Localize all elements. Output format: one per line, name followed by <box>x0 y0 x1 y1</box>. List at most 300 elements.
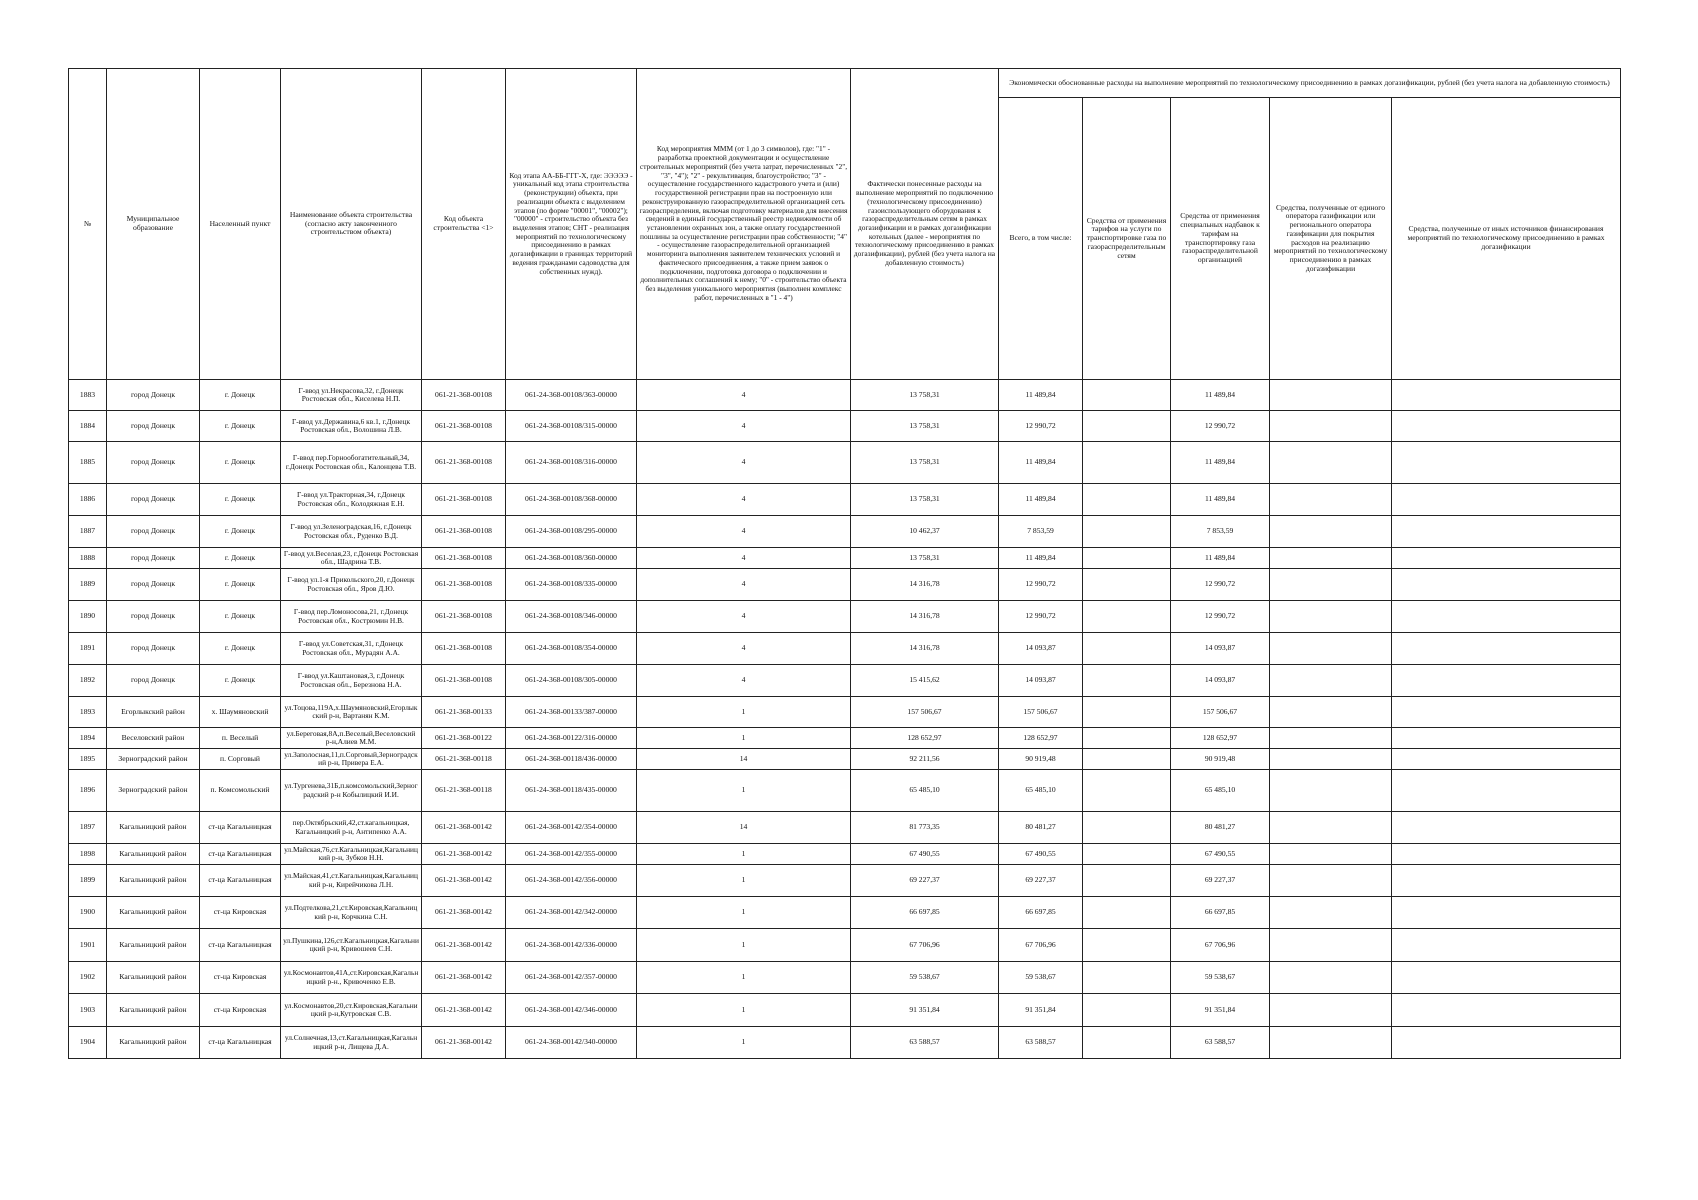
cell-total: 12 990,72 <box>999 411 1083 442</box>
cell-object-code: 061-21-368-00122 <box>422 728 506 749</box>
cell-object-code: 061-21-368-00142 <box>422 844 506 865</box>
cell-total: 11 489,84 <box>999 484 1083 516</box>
cell-locality: п. Комсомольский <box>200 770 281 812</box>
cell-operator <box>1270 633 1392 665</box>
table-row <box>69 601 1621 633</box>
cell-object-name: Г-ввод ул.Советская,31, г.Донецк Ростовская обл., Мурадян А.А. <box>281 633 422 665</box>
cell-locality: г. Донецк <box>200 665 281 697</box>
cell-markups: 90 919,48 <box>1171 749 1270 770</box>
cell-actual-costs: 14 316,78 <box>851 601 999 633</box>
cell-object-name: ул.Майская,41,ст.Кагальницкая,Кагальницкий р-н, Кирейчикова Л.Н. <box>281 865 422 897</box>
table-row <box>69 548 1621 569</box>
cell-locality: г. Донецк <box>200 633 281 665</box>
cell-markups: 7 853,59 <box>1171 516 1270 548</box>
cell-other-sources <box>1392 665 1621 697</box>
cell-object-code: 061-21-368-00108 <box>422 569 506 601</box>
header-total: Всего, в том числе: <box>999 98 1083 380</box>
cell-actual-costs: 13 758,31 <box>851 442 999 484</box>
cell-stage-code: 061-24-368-00108/295-00000 <box>506 516 637 548</box>
cell-object-name: пер.Октябрьский,42,ст.кагальницкая, Кагальницкий р-н, Антипенко А.А. <box>281 812 422 844</box>
cell-stage-code: 061-24-368-00108/368-00000 <box>506 484 637 516</box>
cell-activity-code: 1 <box>637 728 851 749</box>
cell-total: 66 697,85 <box>999 897 1083 929</box>
cell-num: 1890 <box>69 601 107 633</box>
cell-stage-code: 061-24-368-00122/316-00000 <box>506 728 637 749</box>
header-stage-code: Код этапа АА-ББ-ГГГ-Х, где: ЭЭЭЭЭ - уникальный код этапа строительства (реконструкции) объекта, при реализации объекта с выделением этапов (по форме "00001", "00002"); "00000" - строительство объекта без выделения этапов; СНТ - реализация мероприятий по технологическому присоединению в рамках догазификации в границах территорий ведения гражданами садоводства для собственных нужд). <box>506 69 637 380</box>
cell-municipality: город Донецк <box>107 665 200 697</box>
cell-other-sources <box>1392 380 1621 411</box>
cell-tariff <box>1083 601 1171 633</box>
cell-tariff <box>1083 749 1171 770</box>
cell-markups: 91 351,84 <box>1171 994 1270 1027</box>
cell-object-name: ул.Заполосная,11,п.Сорговый,Зерноградский р-н, Привера Е.А. <box>281 749 422 770</box>
cell-municipality: Кагальницкий район <box>107 812 200 844</box>
cell-municipality: Кагальницкий район <box>107 865 200 897</box>
cell-other-sources <box>1392 770 1621 812</box>
cell-stage-code: 061-24-368-00108/316-00000 <box>506 442 637 484</box>
cell-num: 1892 <box>69 665 107 697</box>
cell-operator <box>1270 411 1392 442</box>
cell-object-code: 061-21-368-00108 <box>422 380 506 411</box>
cell-object-code: 061-21-368-00108 <box>422 633 506 665</box>
cell-markups: 80 481,27 <box>1171 812 1270 844</box>
cell-tariff <box>1083 844 1171 865</box>
cell-tariff <box>1083 865 1171 897</box>
cell-markups: 66 697,85 <box>1171 897 1270 929</box>
cell-locality: х. Шаумяновский <box>200 697 281 728</box>
cell-tariff <box>1083 728 1171 749</box>
cell-locality: г. Донецк <box>200 442 281 484</box>
cell-markups: 12 990,72 <box>1171 601 1270 633</box>
cell-actual-costs: 15 415,62 <box>851 665 999 697</box>
cell-actual-costs: 14 316,78 <box>851 569 999 601</box>
cell-actual-costs: 128 652,97 <box>851 728 999 749</box>
table-row <box>69 442 1621 484</box>
cell-activity-code: 4 <box>637 601 851 633</box>
cell-total: 69 227,37 <box>999 865 1083 897</box>
cell-activity-code: 1 <box>637 929 851 962</box>
cell-tariff <box>1083 516 1171 548</box>
header-object-code: Код объекта строительства <1> <box>422 69 506 380</box>
cell-total: 11 489,84 <box>999 380 1083 411</box>
cell-stage-code: 061-24-368-00108/315-00000 <box>506 411 637 442</box>
cell-object-name: ул.Пушкина,126,ст.Кагальницкая,Кагальницкий р-н, Кривошеев С.Н. <box>281 929 422 962</box>
cell-operator <box>1270 770 1392 812</box>
cell-object-code: 061-21-368-00118 <box>422 770 506 812</box>
cell-num: 1891 <box>69 633 107 665</box>
cell-object-name: Г-ввод ул.Каштановая,3, г.Донецк Ростовская обл., Березнова Н.А. <box>281 665 422 697</box>
cell-stage-code: 061-24-368-00142/356-00000 <box>506 865 637 897</box>
cell-object-name: ул.Тоцова,119А,х.Шаумяновский,Егорлыкский р-н, Вартанян К.М. <box>281 697 422 728</box>
cell-tariff <box>1083 633 1171 665</box>
cell-municipality: Кагальницкий район <box>107 929 200 962</box>
cell-operator <box>1270 962 1392 994</box>
header-group-justified-costs: Экономически обоснованные расходы на выполнение мероприятий по технологическому присоединению в рамках догазификации, рублей (без учета налога на добавленную стоимость) <box>999 69 1621 98</box>
cell-municipality: город Донецк <box>107 380 200 411</box>
cell-operator <box>1270 665 1392 697</box>
cell-other-sources <box>1392 844 1621 865</box>
cell-operator <box>1270 865 1392 897</box>
cell-actual-costs: 67 490,55 <box>851 844 999 865</box>
cell-other-sources <box>1392 962 1621 994</box>
cell-locality: ст-ца Кировская <box>200 994 281 1027</box>
cell-actual-costs: 13 758,31 <box>851 548 999 569</box>
cell-municipality: Веселовский район <box>107 728 200 749</box>
cell-other-sources <box>1392 442 1621 484</box>
cell-num: 1898 <box>69 844 107 865</box>
cell-other-sources <box>1392 569 1621 601</box>
cell-object-name: ул.Тургенева,31Б,п.комсомольский,Зерноградский р-н Кобылицкий И.И. <box>281 770 422 812</box>
cell-num: 1896 <box>69 770 107 812</box>
cell-num: 1901 <box>69 929 107 962</box>
cell-object-name: Г-ввод ул.Веселая,23, г.Донецк Ростовская обл., Шадрина Т.В. <box>281 548 422 569</box>
cell-activity-code: 4 <box>637 633 851 665</box>
cell-other-sources <box>1392 697 1621 728</box>
cell-tariff <box>1083 812 1171 844</box>
cell-object-name: Г-ввод ул.Тракторная,34, г.Донецк Ростовская обл., Колодяжная Е.Н. <box>281 484 422 516</box>
table-row <box>69 633 1621 665</box>
cell-activity-code: 4 <box>637 548 851 569</box>
cell-activity-code: 1 <box>637 897 851 929</box>
cell-object-code: 061-21-368-00142 <box>422 929 506 962</box>
cell-stage-code: 061-24-368-00142/336-00000 <box>506 929 637 962</box>
cell-locality: г. Донецк <box>200 601 281 633</box>
cell-activity-code: 4 <box>637 569 851 601</box>
header-municipality: Муниципальное образование <box>107 69 200 380</box>
header-num: № <box>69 69 107 380</box>
cell-object-name: ул.Солнечная,13,ст.Кагальницкая,Кагальницкий р-н, Лищева Д.А. <box>281 1027 422 1059</box>
header-locality: Населенный пункт <box>200 69 281 380</box>
table-row <box>69 897 1621 929</box>
table-row <box>69 749 1621 770</box>
cell-municipality: Кагальницкий район <box>107 962 200 994</box>
cell-actual-costs: 14 316,78 <box>851 633 999 665</box>
cell-object-code: 061-21-368-00142 <box>422 994 506 1027</box>
cell-activity-code: 1 <box>637 844 851 865</box>
table-row <box>69 994 1621 1027</box>
data-table <box>68 68 1621 1059</box>
cell-locality: ст-ца Кагальницкая <box>200 929 281 962</box>
cell-municipality: город Донецк <box>107 442 200 484</box>
cell-total: 14 093,87 <box>999 665 1083 697</box>
cell-other-sources <box>1392 601 1621 633</box>
cell-markups: 128 652,97 <box>1171 728 1270 749</box>
cell-activity-code: 4 <box>637 516 851 548</box>
cell-object-name: Г-ввод ул.1-я Прикольского,20, г.Донецк Ростовская обл., Яров Д.Ю. <box>281 569 422 601</box>
cell-tariff <box>1083 962 1171 994</box>
cell-markups: 11 489,84 <box>1171 442 1270 484</box>
cell-operator <box>1270 728 1392 749</box>
cell-actual-costs: 13 758,31 <box>851 380 999 411</box>
cell-actual-costs: 67 706,96 <box>851 929 999 962</box>
cell-other-sources <box>1392 994 1621 1027</box>
cell-num: 1900 <box>69 897 107 929</box>
cell-object-name: Г-ввод пер.Ломоносова,21, г.Донецк Ростовская обл., Кострюмин Н.В. <box>281 601 422 633</box>
cell-markups: 12 990,72 <box>1171 569 1270 601</box>
cell-stage-code: 061-24-368-00142/355-00000 <box>506 844 637 865</box>
cell-other-sources <box>1392 633 1621 665</box>
cell-num: 1885 <box>69 442 107 484</box>
table-row <box>69 812 1621 844</box>
cell-municipality: город Донецк <box>107 411 200 442</box>
cell-tariff <box>1083 697 1171 728</box>
cell-activity-code: 1 <box>637 962 851 994</box>
cell-operator <box>1270 1027 1392 1059</box>
cell-object-code: 061-21-368-00108 <box>422 484 506 516</box>
cell-locality: ст-ца Кировская <box>200 962 281 994</box>
cell-stage-code: 061-24-368-00142/357-00000 <box>506 962 637 994</box>
cell-municipality: город Донецк <box>107 601 200 633</box>
cell-stage-code: 061-24-368-00133/387-00000 <box>506 697 637 728</box>
cell-total: 59 538,67 <box>999 962 1083 994</box>
cell-total: 12 990,72 <box>999 569 1083 601</box>
cell-activity-code: 14 <box>637 749 851 770</box>
cell-operator <box>1270 697 1392 728</box>
cell-other-sources <box>1392 516 1621 548</box>
cell-markups: 11 489,84 <box>1171 380 1270 411</box>
cell-object-name: Г-ввод ул.Зеленоградская,16, г.Донецк Ростовская обл., Руденко В.Д. <box>281 516 422 548</box>
cell-stage-code: 061-24-368-00108/346-00000 <box>506 601 637 633</box>
cell-activity-code: 4 <box>637 665 851 697</box>
cell-locality: г. Донецк <box>200 569 281 601</box>
cell-municipality: Зерноградский район <box>107 770 200 812</box>
cell-markups: 67 706,96 <box>1171 929 1270 962</box>
cell-markups: 14 093,87 <box>1171 665 1270 697</box>
cell-activity-code: 4 <box>637 484 851 516</box>
cell-tariff <box>1083 897 1171 929</box>
cell-actual-costs: 66 697,85 <box>851 897 999 929</box>
cell-num: 1894 <box>69 728 107 749</box>
cell-tariff <box>1083 411 1171 442</box>
cell-num: 1887 <box>69 516 107 548</box>
cell-object-name: Г-ввод ул.Державина,6 кв.1, г.Донецк Ростовская обл., Волошина Л.В. <box>281 411 422 442</box>
cell-markups: 59 538,67 <box>1171 962 1270 994</box>
cell-tariff <box>1083 569 1171 601</box>
cell-other-sources <box>1392 728 1621 749</box>
cell-operator <box>1270 897 1392 929</box>
cell-operator <box>1270 601 1392 633</box>
table-row <box>69 1027 1621 1059</box>
cell-total: 11 489,84 <box>999 548 1083 569</box>
cell-activity-code: 1 <box>637 994 851 1027</box>
cell-num: 1889 <box>69 569 107 601</box>
cell-actual-costs: 157 506,67 <box>851 697 999 728</box>
cell-object-code: 061-21-368-00108 <box>422 442 506 484</box>
cell-actual-costs: 69 227,37 <box>851 865 999 897</box>
cell-stage-code: 061-24-368-00108/363-00000 <box>506 380 637 411</box>
cell-locality: г. Донецк <box>200 380 281 411</box>
cell-other-sources <box>1392 812 1621 844</box>
cell-locality: ст-ца Кировская <box>200 897 281 929</box>
header-actual-costs: Фактически понесенные расходы на выполнение мероприятий по подключению (технологическому присоединению) газоиспользующего оборудования к газораспределительным сетям в рамках догазификации и в рамках догазификации котельных (далее - мероприятия по технологическому присоединению в рамках догазификации), рублей (без учета налога на добавленную стоимость) <box>851 69 999 380</box>
cell-stage-code: 061-24-368-00118/435-00000 <box>506 770 637 812</box>
cell-locality: п. Сорговый <box>200 749 281 770</box>
cell-operator <box>1270 749 1392 770</box>
cell-num: 1895 <box>69 749 107 770</box>
cell-actual-costs: 92 211,56 <box>851 749 999 770</box>
cell-stage-code: 061-24-368-00142/342-00000 <box>506 897 637 929</box>
cell-locality: ст-ца Кагальницкая <box>200 844 281 865</box>
cell-operator <box>1270 929 1392 962</box>
cell-total: 80 481,27 <box>999 812 1083 844</box>
cell-object-code: 061-21-368-00142 <box>422 1027 506 1059</box>
cell-num: 1883 <box>69 380 107 411</box>
cell-operator <box>1270 380 1392 411</box>
cell-municipality: Егорлыкский район <box>107 697 200 728</box>
cell-total: 7 853,59 <box>999 516 1083 548</box>
cell-actual-costs: 81 773,35 <box>851 812 999 844</box>
table-row <box>69 484 1621 516</box>
cell-other-sources <box>1392 411 1621 442</box>
table-row <box>69 665 1621 697</box>
cell-object-code: 061-21-368-00108 <box>422 601 506 633</box>
cell-total: 128 652,97 <box>999 728 1083 749</box>
cell-other-sources <box>1392 865 1621 897</box>
cell-object-name: ул.Майская,76,ст.Кагальницкая,Кагальницкий р-н, Зубков Н.Н. <box>281 844 422 865</box>
cell-stage-code: 061-24-368-00142/354-00000 <box>506 812 637 844</box>
cell-tariff <box>1083 665 1171 697</box>
cell-total: 91 351,84 <box>999 994 1083 1027</box>
cell-activity-code: 1 <box>637 1027 851 1059</box>
cell-object-code: 061-21-368-00118 <box>422 749 506 770</box>
cell-locality: ст-ца Кагальницкая <box>200 812 281 844</box>
cell-tariff <box>1083 442 1171 484</box>
cell-actual-costs: 13 758,31 <box>851 484 999 516</box>
cell-municipality: город Донецк <box>107 569 200 601</box>
header-tariff: Средства от применения тарифов на услуги по транспортировке газа по газораспределительным сетям <box>1083 98 1171 380</box>
table-header <box>69 69 1621 380</box>
cell-object-name: ул.Береговая,8А,п.Веселый,Веселовский р-н,Алиев М.М. <box>281 728 422 749</box>
table-row <box>69 697 1621 728</box>
cell-activity-code: 14 <box>637 812 851 844</box>
cell-operator <box>1270 844 1392 865</box>
cell-tariff <box>1083 484 1171 516</box>
cell-object-code: 061-21-368-00108 <box>422 548 506 569</box>
cell-other-sources <box>1392 484 1621 516</box>
cell-actual-costs: 65 485,10 <box>851 770 999 812</box>
cell-total: 67 706,96 <box>999 929 1083 962</box>
cell-markups: 67 490,55 <box>1171 844 1270 865</box>
cell-num: 1899 <box>69 865 107 897</box>
cell-locality: г. Донецк <box>200 411 281 442</box>
cell-num: 1886 <box>69 484 107 516</box>
header-object-name: Наименование объекта строительства (согласно акту законченного строительством объекта) <box>281 69 422 380</box>
cell-object-name: Г-ввод пер.Горнообогатительный,34, г.Донецк Ростовская обл., Калонцева Т.В. <box>281 442 422 484</box>
cell-locality: п. Веселый <box>200 728 281 749</box>
cell-markups: 65 485,10 <box>1171 770 1270 812</box>
cell-activity-code: 1 <box>637 865 851 897</box>
cell-markups: 69 227,37 <box>1171 865 1270 897</box>
cell-object-code: 061-21-368-00108 <box>422 665 506 697</box>
cell-other-sources <box>1392 929 1621 962</box>
cell-municipality: город Донецк <box>107 484 200 516</box>
header-activity-code: Код мероприятия МММ (от 1 до 3 символов), где: "1" - разработка проектной документации и осуществление строительных мероприятий (без учета затрат, перечисленных "2", "3", "4"); "2" - рекультивация, благоустройство; "3" - осуществление государственного кадастрового учета и (или) государственной регистрации прав на построенную или реконструированную газораспределительной организацией сеть газораспределения, включая подготовку материалов для внесения сведений в единый государственный реестр недвижимости об установлении охранных зон, а также оплату государственной пошлины за осуществление регистрации прав собственности; "4" - осуществление газораспределительной организацией мониторинга выполнения заявителем технических условий и фактического присоединения, а также прием заявок о подключении, подготовка договора о подключении и дополнительных соглашений к нему; "0" - строительство объекта без выделения уникального мероприятия (выполнен комплекс работ, перечисленных в "1 - 4") <box>637 69 851 380</box>
cell-markups: 14 093,87 <box>1171 633 1270 665</box>
cell-markups: 11 489,84 <box>1171 484 1270 516</box>
cell-object-name: ул.Подтелкова,21,ст.Кировская,Кагальницкий р-н, Корчкина С.Н. <box>281 897 422 929</box>
cell-actual-costs: 13 758,31 <box>851 411 999 442</box>
table-row <box>69 516 1621 548</box>
cell-object-name: Г-ввод ул.Некрасова,32, г.Донецк Ростовская обл., Киселева Н.П. <box>281 380 422 411</box>
table-row <box>69 929 1621 962</box>
document-sheet <box>68 68 1620 1059</box>
header-markups: Средства от применения специальных надбавок к тарифам на транспортировку газа газораспределительной организацией <box>1171 98 1270 380</box>
cell-tariff <box>1083 929 1171 962</box>
cell-activity-code: 1 <box>637 770 851 812</box>
table-row <box>69 844 1621 865</box>
cell-stage-code: 061-24-368-00108/360-00000 <box>506 548 637 569</box>
cell-num: 1897 <box>69 812 107 844</box>
table-row <box>69 865 1621 897</box>
cell-actual-costs: 91 351,84 <box>851 994 999 1027</box>
cell-stage-code: 061-24-368-00108/354-00000 <box>506 633 637 665</box>
cell-other-sources <box>1392 897 1621 929</box>
cell-total: 67 490,55 <box>999 844 1083 865</box>
cell-operator <box>1270 484 1392 516</box>
cell-municipality: Кагальницкий район <box>107 994 200 1027</box>
cell-markups: 12 990,72 <box>1171 411 1270 442</box>
cell-actual-costs: 59 538,67 <box>851 962 999 994</box>
cell-num: 1903 <box>69 994 107 1027</box>
cell-municipality: город Донецк <box>107 633 200 665</box>
cell-stage-code: 061-24-368-00118/436-00000 <box>506 749 637 770</box>
cell-num: 1902 <box>69 962 107 994</box>
cell-object-code: 061-21-368-00142 <box>422 865 506 897</box>
cell-markups: 157 506,67 <box>1171 697 1270 728</box>
cell-num: 1888 <box>69 548 107 569</box>
table-row <box>69 380 1621 411</box>
cell-activity-code: 4 <box>637 411 851 442</box>
cell-tariff <box>1083 770 1171 812</box>
cell-stage-code: 061-24-368-00142/340-00000 <box>506 1027 637 1059</box>
cell-actual-costs: 10 462,37 <box>851 516 999 548</box>
cell-total: 14 093,87 <box>999 633 1083 665</box>
cell-object-name: ул.Космонавтов,41А,ст.Кировская,Кагальницкий р-н., Кривоченко Е.В. <box>281 962 422 994</box>
table-row <box>69 411 1621 442</box>
cell-municipality: Зерноградский район <box>107 749 200 770</box>
cell-operator <box>1270 516 1392 548</box>
cell-num: 1893 <box>69 697 107 728</box>
cell-other-sources <box>1392 1027 1621 1059</box>
cell-operator <box>1270 994 1392 1027</box>
cell-operator <box>1270 812 1392 844</box>
cell-object-code: 061-21-368-00108 <box>422 411 506 442</box>
cell-markups: 63 588,57 <box>1171 1027 1270 1059</box>
header-operator: Средства, полученные от единого оператора газификации или регионального оператора газификации для покрытия расходов на реализацию мероприятий по технологическому присоединению в рамках догазификации <box>1270 98 1392 380</box>
cell-municipality: Кагальницкий район <box>107 1027 200 1059</box>
cell-num: 1904 <box>69 1027 107 1059</box>
cell-locality: г. Донецк <box>200 516 281 548</box>
cell-object-code: 061-21-368-00142 <box>422 962 506 994</box>
table-row <box>69 728 1621 749</box>
cell-markups: 11 489,84 <box>1171 548 1270 569</box>
cell-actual-costs: 63 588,57 <box>851 1027 999 1059</box>
header-other-sources: Средства, полученные от иных источников финансирования мероприятий по технологическому присоединению в рамках догазификации <box>1392 98 1621 380</box>
cell-object-code: 061-21-368-00108 <box>422 516 506 548</box>
cell-locality: г. Донецк <box>200 484 281 516</box>
cell-locality: г. Донецк <box>200 548 281 569</box>
cell-total: 12 990,72 <box>999 601 1083 633</box>
cell-other-sources <box>1392 749 1621 770</box>
cell-object-code: 061-21-368-00142 <box>422 812 506 844</box>
cell-tariff <box>1083 548 1171 569</box>
cell-activity-code: 4 <box>637 442 851 484</box>
cell-object-code: 061-21-368-00133 <box>422 697 506 728</box>
cell-locality: ст-ца Кагальницкая <box>200 1027 281 1059</box>
cell-stage-code: 061-24-368-00108/335-00000 <box>506 569 637 601</box>
cell-tariff <box>1083 1027 1171 1059</box>
cell-activity-code: 1 <box>637 697 851 728</box>
